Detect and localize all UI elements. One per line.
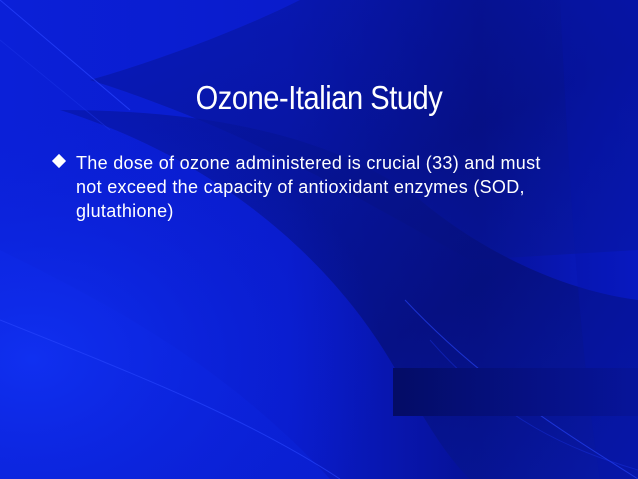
bullet-item	[50, 151, 570, 223]
slide-title: Ozone-Italian Study	[195, 79, 443, 116]
bullet-text: The dose of ozone administered is crucial (33) and must not exceed the capacity of antioxidant enzymes (SOD, glutathione)	[76, 153, 541, 221]
diamond-bullet-icon	[52, 154, 66, 168]
bullet-list	[50, 151, 570, 223]
